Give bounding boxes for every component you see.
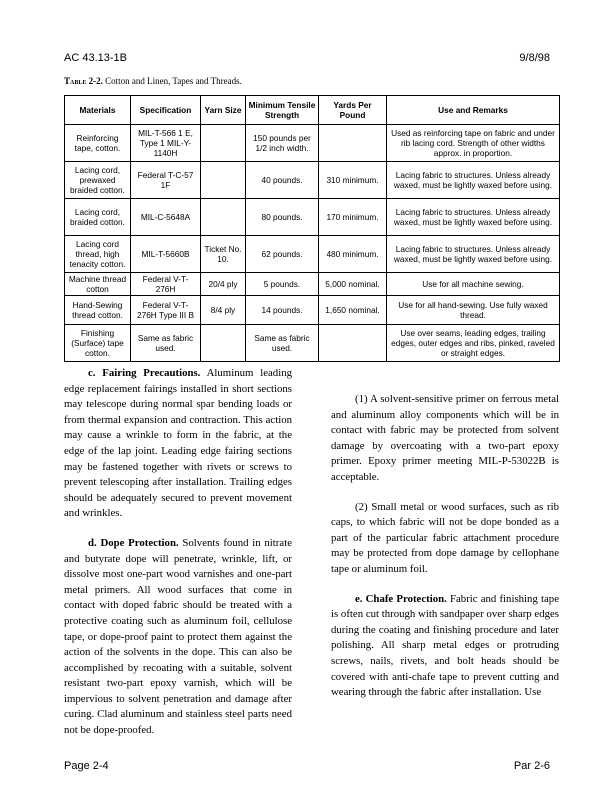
page-number: Page 2-4 [64,760,109,772]
table-row [65,125,560,162]
cell-material: Lacing cord thread, high tenacity cotton. [65,236,131,273]
cell-yarn-size: 8/4 ply [201,296,246,325]
cell-tensile-strength: 14 pounds. [246,296,319,325]
cell-specification: Federal V-T-276H [131,273,201,296]
cell-specification: Federal V-T-276H Type III B [131,296,201,325]
cell-tensile-strength: 150 pounds per 1/2 inch width. [246,125,319,162]
cell-use-remarks: Lacing fabric to structures. Unless already waxed, must be lightly waxed before using. [387,162,560,199]
cell-yards-per-pound: 170 minimum. [319,199,387,236]
cell-material: Finishing (Surface) tape cotton. [65,325,131,362]
cell-yards-per-pound: 310 minimum. [319,162,387,199]
cell-tensile-strength: 5 pounds. [246,273,319,296]
heading-chafe-protection: e. Chafe Protection. [355,592,447,605]
cell-yards-per-pound [319,125,387,162]
document-date: 9/8/98 [519,52,550,64]
cell-yarn-size [201,325,246,362]
paragraph-small-surfaces-note: (2) Small metal or wood surfaces, such as rib caps, to which fabric will not be dope bonded as a part of the particular fabric attachment procedure may be protected from dope damage by cellophane tape or aluminum foil. [331,500,559,575]
table-row [65,296,560,325]
cell-specification: Federal T-C-57 1F [131,162,201,199]
table-row [65,236,560,273]
cell-yarn-size: 20/4 ply [201,273,246,296]
cell-specification: Same as fabric used. [131,325,201,362]
heading-dope-protection: d. Dope Protection. [88,536,179,549]
table-row [65,199,560,236]
paragraph-reference: Par 2-6 [513,760,550,772]
cell-yards-per-pound [319,325,387,362]
header-materials: Materials [65,96,131,125]
header-use-remarks: Use and Remarks [387,96,560,125]
cell-use-remarks: Use over seams, leading edges, trailing edges, outer edges and ribs, pinked, raveled or straight edges. [387,325,560,362]
cell-use-remarks: Use for all machine sewing. [387,273,560,296]
cell-material: Machine thread cotton [65,273,131,296]
cell-tensile-strength: 62 pounds. [246,236,319,273]
materials-table [64,95,560,362]
cell-specification: MIL-T-5660B [131,236,201,273]
table-row [65,325,560,362]
cell-yarn-size [201,162,246,199]
cell-tensile-strength: 80 pounds. [246,199,319,236]
text-dope-protection: Solvents found in nitrate and butyrate dope will penetrate, wrinkle, lift, or dissolve most one-part wood varnishes and one-part metal primers. All wood surfaces that come in contact with doped fabric should be treated with a protective coating such as aluminum foil, cellulose tape, or dope-proof paint to protect them against the action of the solvents in the dope. This can also be accomplished by recoating with a suitable, solvent resistant two-part epoxy varnish, which will be impervious to solvent penetration and damage after curing. Clad aluminum and stainless steel parts need not be dope-proofed. [64,536,292,737]
cell-material: Reinforcing tape, cotton. [65,125,131,162]
header-yards-per-pound: Yards Per Pound [319,96,387,125]
cell-yarn-size [201,199,246,236]
cell-yarn-size: Ticket No. 10. [201,236,246,273]
header-specification: Specification [131,96,201,125]
paragraph-fairing-precautions [64,366,292,522]
cell-yards-per-pound: 5,000 nominal. [319,273,387,296]
cell-material: Lacing cord, braided cotton. [65,199,131,236]
body-column-right [331,366,559,715]
header-yarn-size: Yarn Size [201,96,246,125]
text-fairing-precautions: Aluminum leading edge replacement fairings installed in short sections may telescope during normal spar bending loads or from thermal expansion and contraction. This action may cause a wrinkle to form in the fabric, at the edge of the lap joint. Leading edge fairing sections may be fastened together with rivets or screws to prevent telescoping after installation. Trailing edges should be adequately secured to prevent movement and wrinkles. [64,367,292,520]
cell-specification: MIL-T-566 1 E, Type 1 MIL-Y-1140H [131,125,201,162]
table-caption-label: Table 2-2. [64,76,103,86]
cell-tensile-strength: Same as fabric used. [246,325,319,362]
cell-use-remarks: Use for all hand-sewing. Use fully waxed thread. [387,296,560,325]
cell-material: Lacing cord, prewaxed braided cotton. [65,162,131,199]
table-row [65,162,560,199]
paragraph-primer-note: (1) A solvent-sensitive primer on ferrous metal and aluminum alloy components which will be in contact with fabric may be protected from solvent damage by overcoating with a two-part epoxy primer. Epoxy primer meeting MIL-P-53022B is acceptable. [331,393,559,483]
cell-tensile-strength: 40 pounds. [246,162,319,199]
document-id: AC 43.13-1B [64,52,127,64]
cell-yards-per-pound: 1,650 nominal. [319,296,387,325]
paragraph-chafe-protection [331,592,559,701]
table-caption-text: Cotton and Linen, Tapes and Threads. [105,76,242,86]
cell-use-remarks: Used as reinforcing tape on fabric and under rib lacing cord. Strength of other widths approx. in proportion. [387,125,560,162]
cell-yards-per-pound: 480 minimum. [319,236,387,273]
cell-use-remarks: Lacing fabric to structures. Unless already waxed, must be lightly waxed before using. [387,199,560,236]
header-tensile-strength: Minimum Tensile Strength [246,96,319,125]
heading-fairing-precautions: c. Fairing Precautions. [88,367,201,379]
table-header-row [65,96,560,125]
cell-yarn-size [201,125,246,162]
body-column-left [64,366,292,753]
cell-use-remarks: Lacing fabric to structures. Unless already waxed, must be lightly waxed before using. [387,236,560,273]
paragraph-dope-protection [64,536,292,739]
table-row [65,273,560,296]
text-chafe-protection: Fabric and finishing tape is often cut through with sandpaper over sharp edges during the coating and finishing procedure and later polishing. All sharp metal edges or protruding screws, nails, rivets, and bolt heads should be covered with anti-chafe tape to prevent cutting and wearing through the fabric after installation. Use [331,592,559,699]
cell-material: Hand-Sewing thread cotton. [65,296,131,325]
table-caption [64,76,242,86]
cell-specification: MIL-C-5648A [131,199,201,236]
